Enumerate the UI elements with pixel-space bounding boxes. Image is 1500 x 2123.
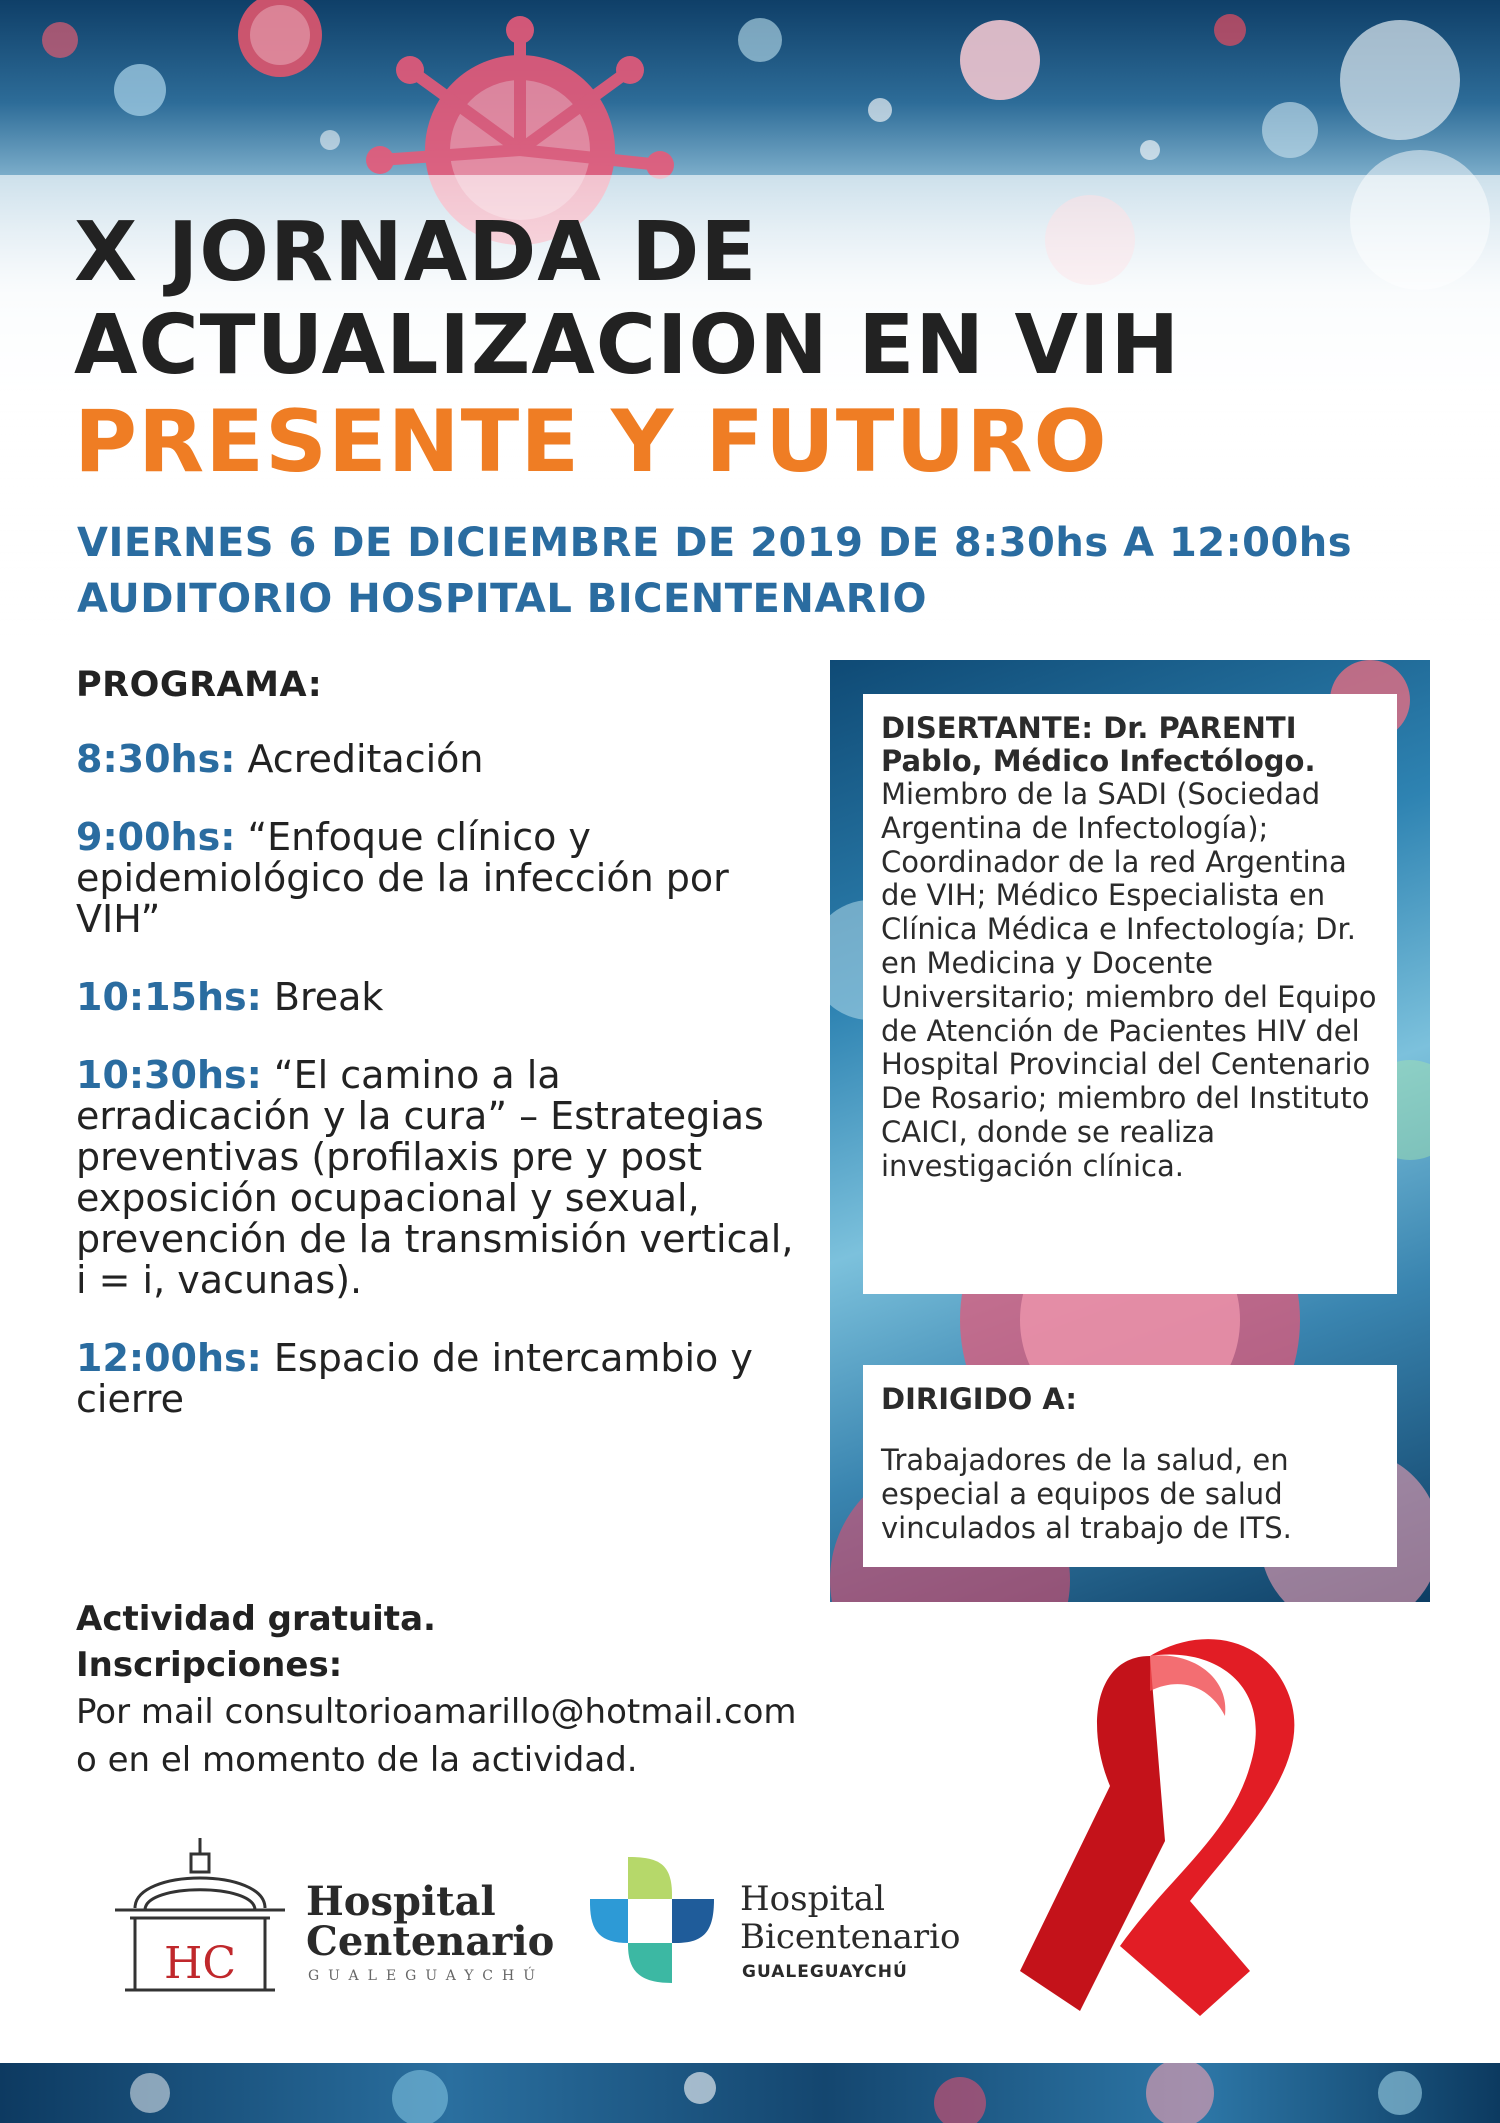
event-subtitle: PRESENTE Y FUTURO [74, 392, 1108, 492]
speaker-bio: Miembro de la SADI (Sociedad Argentina de Infectología); Coordinador de la red Argentina de VIH; Médico Especialista en Clínica Médica e Infectología; Dr. en Medicina y Docente Universitario; miembro del Equipo de Atención de Pacientes HIV del Hospital Provincial del Centenario De Rosario; miembro del Instituto CAICI, donde se realiza investigación clínica. [881, 777, 1377, 1183]
program-title: PROGRAMA: [76, 665, 323, 705]
program-item-text: Espacio de intercambio y cierre [76, 1336, 753, 1421]
red-ribbon-icon [1000, 1616, 1330, 2036]
free-activity-note: Actividad gratuita. [76, 1599, 436, 1639]
program-item [76, 977, 796, 1018]
program-item-time: 8:30hs: [76, 737, 236, 781]
hospital-bicentenario-logo-icon [588, 1855, 718, 1985]
audience-text: Trabajadores de la salud, en especial a equipos de salud vinculados al trabajo de ITS. [881, 1443, 1292, 1545]
speaker-card [863, 694, 1397, 1294]
speaker-panel [830, 660, 1430, 1602]
event-venue: AUDITORIO HOSPITAL BICENTENARIO [77, 576, 927, 622]
registration-info [76, 1596, 797, 1784]
program-item-text: Break [261, 975, 384, 1019]
program-item [76, 1338, 796, 1420]
program-item-time: 9:00hs: [76, 815, 236, 859]
hospital-centenario-name: Hospital Centenario [306, 1878, 555, 1965]
hospital-centenario-logo-icon [105, 1838, 295, 1998]
speaker-heading: DISERTANTE: Dr. PARENTI Pablo, Médico Infectólogo. [881, 711, 1316, 778]
program-item-text: Acreditación [235, 737, 484, 781]
registration-alternative: o en el momento de la actividad. [76, 1740, 638, 1780]
program-item-text: “Enfoque clínico y epidemiológico de la infección por VIH” [76, 815, 729, 941]
registration-label: Inscripciones: [76, 1645, 343, 1685]
event-title-line-1: X JORNADA DE [74, 205, 758, 300]
program-item [76, 739, 796, 780]
program-item [76, 817, 796, 940]
hospital-bicentenario-city: GUALEGUAYCHÚ [742, 1962, 908, 1982]
program-item [76, 1055, 796, 1301]
hospital-centenario-mark: HC [163, 1938, 237, 1989]
program-item-time: 12:00hs: [76, 1336, 262, 1380]
event-title-line-2: ACTUALIZACION EN VIH [74, 298, 1181, 393]
bottom-virus-illustration [0, 2063, 1500, 2123]
program-item-time: 10:30hs: [76, 1053, 262, 1097]
program-item-text: “El camino a la erradicación y la cura” – Estrategias preventivas (profilaxis pre y post exposición ocupacional y sexual, prevención de la transmisión vertical, i = i, vacunas). [76, 1053, 794, 1302]
hospital-bicentenario-name: Hospital Bicentenario [740, 1879, 961, 1957]
audience-heading: DIRIGIDO A: [881, 1382, 1077, 1416]
audience-card [863, 1365, 1397, 1567]
bottom-virus-strip [0, 2063, 1500, 2123]
registration-mail: Por mail consultorioamarillo@hotmail.com [76, 1692, 797, 1732]
event-date: VIERNES 6 DE DICIEMBRE DE 2019 DE 8:30hs A 12:00hs [77, 520, 1353, 566]
hospital-centenario-city: GUALEGUAYCHÚ [308, 1968, 544, 1984]
program-item-time: 10:15hs: [76, 975, 262, 1019]
program-section [76, 665, 796, 1457]
